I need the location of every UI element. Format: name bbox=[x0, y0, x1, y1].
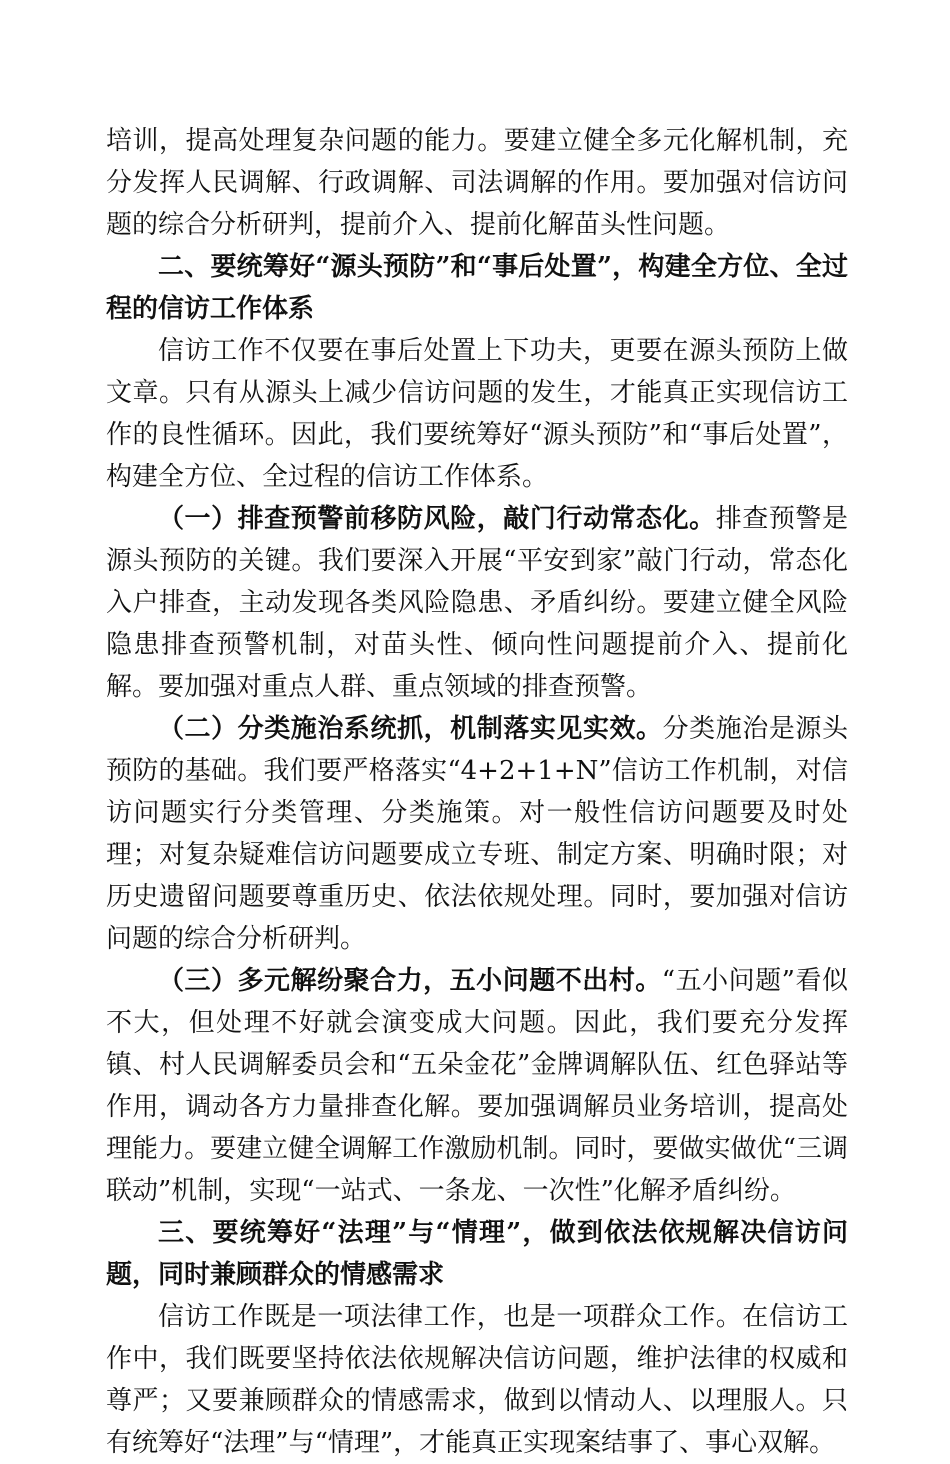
paragraph-text: “五小问题”看似不大，但处理不好就会演变成大问题。因此，我们要充分发挥镇、村人民调解委员会和“五朵金花”金牌调解队伍、红色驿站等作用，调动各方力量排查化解。要加强调解员业务培训，提高处理能力。要建立健全调解工作激励机制。同时，要做实做优“三调联动”机制，实现“一站式、一条龙、一次性”化解矛盾纠纷。 bbox=[106, 966, 848, 1206]
section-heading-2 bbox=[106, 246, 848, 330]
subsection-lead: （一）排查预警前移防风险，敲门行动常态化。 bbox=[158, 504, 716, 534]
paragraph-continuation bbox=[106, 120, 848, 246]
heading-text: 三、要统筹好“法理”与“情理”，做到依法依规解决信访问题，同时兼顾群众的情感需求 bbox=[106, 1218, 848, 1290]
subsection-lead: （二）分类施治系统抓，机制落实见实效。 bbox=[158, 714, 663, 744]
paragraph-body bbox=[106, 1296, 848, 1464]
paragraph-text: 信访工作既是一项法律工作，也是一项群众工作。在信访工作中，我们既要坚持依法依规解决信访问题，维护法律的权威和尊严；又要兼顾群众的情感需求，做到以情动人、以理服人。只有统筹好“法理”与“情理”，才能真正实现案结事了、事心双解。 bbox=[106, 1302, 848, 1458]
paragraph-text: 信访工作不仅要在事后处置上下功夫，更要在源头预防上做文章。只有从源头上减少信访问题的发生，才能真正实现信访工作的良性循环。因此，我们要统筹好“源头预防”和“事后处置”，构建全方位、全过程的信访工作体系。 bbox=[106, 336, 848, 492]
subsection-lead: （三）多元解纷聚合力，五小问题不出村。 bbox=[158, 966, 662, 996]
paragraph-text: 培训，提高处理复杂问题的能力。要建立健全多元化解机制，充分发挥人民调解、行政调解、司法调解的作用。要加强对信访问题的综合分析研判，提前介入、提前化解苗头性问题。 bbox=[106, 126, 848, 240]
paragraph-text: 分类施治是源头预防的基础。我们要严格落实“4+2+1+N”信访工作机制，对信访问题实行分类管理、分类施策。对一般性信访问题要及时处理；对复杂疑难信访问题要成立专班、制定方案、明确时限；对历史遗留问题要尊重历史、依法依规处理。同时，要加强对信访问题的综合分析研判。 bbox=[106, 714, 848, 954]
subsection-paragraph-1 bbox=[106, 498, 848, 708]
subsection-paragraph-2 bbox=[106, 708, 848, 960]
subsection-paragraph-3 bbox=[106, 960, 848, 1212]
paragraph-text: 排查预警是源头预防的关键。我们要深入开展“平安到家”敲门行动，常态化入户排查，主动发现各类风险隐患、矛盾纠纷。要建立健全风险隐患排查预警机制，对苗头性、倾向性问题提前介入、提前化解。要加强对重点人群、重点领域的排查预警。 bbox=[106, 504, 848, 702]
paragraph-body bbox=[106, 330, 848, 498]
heading-text: 二、要统筹好“源头预防”和“事后处置”，构建全方位、全过程的信访工作体系 bbox=[106, 252, 848, 324]
document-body bbox=[106, 120, 848, 1464]
section-heading-3 bbox=[106, 1212, 848, 1296]
